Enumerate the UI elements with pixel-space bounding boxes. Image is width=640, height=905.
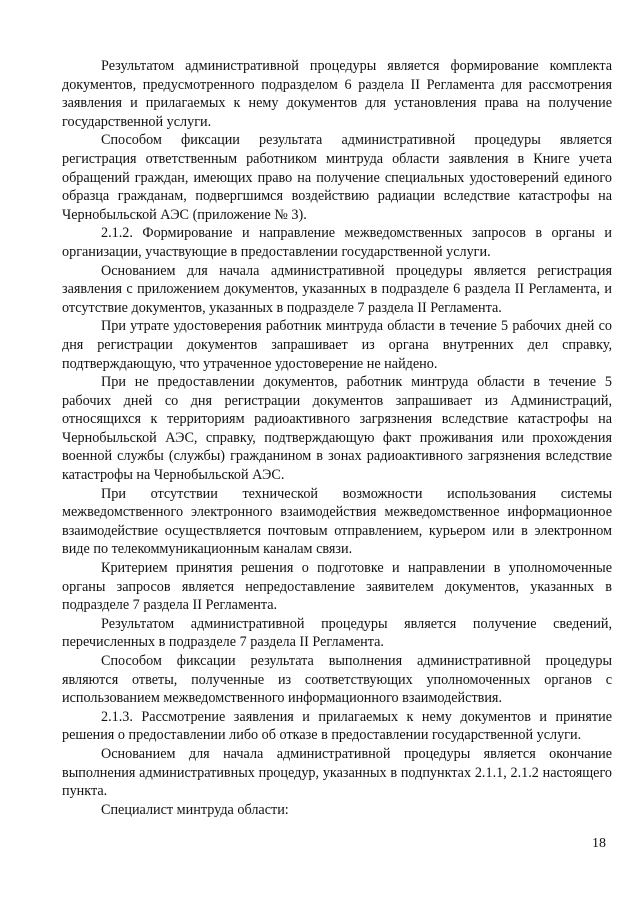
paragraph-no-electronic-system: При отсутствии технической возможности использования системы межведомственного электронного взаимодействия межведомственное информационное взаимодействие осуществляется почтовым отправлением, курьером или в электронном виде по телекоммуникационным каналам связи.	[62, 485, 612, 558]
page-number: 18	[592, 836, 606, 851]
paragraph-fixation-answers: Способом фиксации результата выполнения административной процедуры являются ответы, полученные из соответствующих уполномоченных органов с использованием межведомственного информационного взаимодействия.	[62, 653, 612, 707]
paragraph-decision-criterion: Критерием принятия решения о подготовке и направлении в уполномоченные органы запросов является непредоставление заявителем документов, указанных в подразделе 7 раздела II Регламента.	[62, 560, 612, 614]
document-page	[62, 57, 612, 819]
paragraph-missing-documents: При не предоставлении документов, работник минтруда области в течение 5 рабочих дней со дня регистрации документов запрашивает из Администраций, относящихся к территориям радиоактивного загрязнения вследствие катастрофы на Чернобыльской АЭС, справку, подтверждающую факт проживания или прохождения военной службы (службы) гражданином в зонах радиоактивного загрязнения вследствие катастрофы на Чернобыльской АЭС.	[62, 374, 612, 484]
paragraph-specialist: Специалист минтруда области:	[101, 801, 289, 818]
paragraph-basis-completion: Основанием для начала административной процедуры является окончание выполнения административных процедур, указанных в подпунктах 2.1.1, 2.1.2 настоящего пункта.	[62, 745, 612, 800]
paragraph-basis-start: Основанием для начала административной процедуры является регистрация заявления с приложением документов, указанных в подразделе 6 раздела II Регламента, и отсутствие документов, указанных в подразделе 7 раздела II Регламента.	[62, 262, 612, 316]
paragraph-section-2-1-2: 2.1.2. Формирование и направление межведомственных запросов в органы и организации, участвующие в предоставлении государственной услуги.	[62, 225, 612, 260]
paragraph-fixation-registration: Способом фиксации результата административной процедуры является регистрация ответственным работником минтруда области заявления в Книге учета обращений граждан, имеющих право на получение специальных удостоверений единого образца гражданам, подвергшимся воздействию радиации вследствие катастрофы на Чернобыльской АЭС (приложение № 3).	[62, 132, 612, 223]
paragraph-section-2-1-3: 2.1.3. Рассмотрение заявления и прилагаемых к нему документов и принятие решения о предоставлении либо об отказе в предоставлении государственной услуги.	[62, 708, 612, 744]
paragraph-lost-certificate: При утрате удостоверения работник минтруда области в течение 5 рабочих дней со дня регистрации документов запрашивает из органа внутренних дел справку, подтверждающую, что утраченное удостоверение не найдено.	[62, 318, 612, 372]
paragraph-result-package: Результатом административной процедуры является формирование комплекта документов, предусмотренного подразделом 6 раздела II Регламента для рассмотрения заявления и прилагаемых к нему документов для установления права на получение государственной услуги.	[62, 58, 612, 130]
paragraph-result-info: Результатом административной процедуры является получение сведений, перечисленных в подразделе 7 раздела II Регламента.	[62, 615, 612, 651]
